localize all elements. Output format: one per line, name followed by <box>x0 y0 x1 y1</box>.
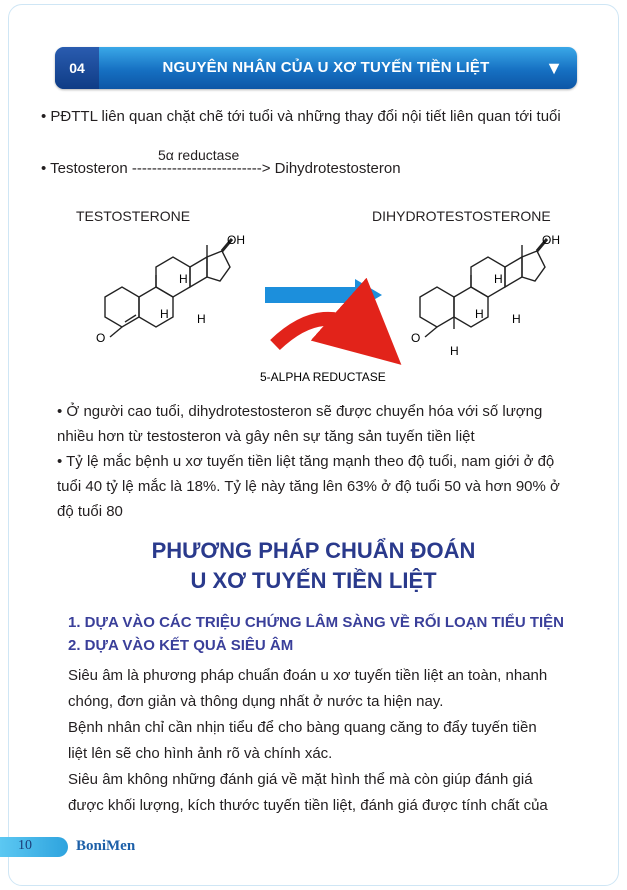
hydroxyl-label: OH <box>542 233 560 247</box>
dht-title: DIHYDROTESTOSTERONE <box>372 208 551 224</box>
hydrogen-label: H <box>512 312 521 326</box>
section-title: NGUYÊN NHÂN CỦA U XƠ TUYẾN TIỀN LIỆT <box>162 59 490 76</box>
method-item-1: 1. DỰA VÀO CÁC TRIỆU CHỨNG LÂM SÀNG VỀ RỐI LOẠN TIỂU TIỆN <box>68 614 565 631</box>
enzyme-label: 5α reductase <box>158 147 240 163</box>
testosterone-structure <box>105 239 232 337</box>
page-number-bar <box>0 837 68 857</box>
paragraph-line: Siêu âm là phương pháp chuẩn đoán u xơ tuyến tiền liệt an toàn, nhanh <box>68 667 548 684</box>
section-banner <box>55 47 577 89</box>
hydrogen-label: H <box>179 272 188 286</box>
intro-line-1: • PĐTTL liên quan chặt chẽ tới tuổi và những thay đổi nội tiết liên quan tới tuổi <box>41 108 561 125</box>
point-line: nhiều hơn từ testosteron và gây nên sự tăng sản tuyến tiền liệt <box>57 428 475 445</box>
points-block <box>57 399 597 524</box>
point-line: • Tỷ lệ mắc bệnh u xơ tuyến tiền liệt tăng mạnh theo độ tuổi, nam giới ở độ <box>57 453 555 470</box>
paragraph-line: Siêu âm không những đánh giá về mặt hình thể mà còn giúp đánh giá <box>68 771 533 788</box>
point-line: • Ở người cao tuổi, dihydrotestosteron sẽ được chuyển hóa với số lượng <box>57 403 543 420</box>
paragraph-line: liệt lên sẽ cho hình ảnh rõ và chính xác. <box>68 745 333 762</box>
hydroxyl-label: OH <box>227 233 245 247</box>
section-heading-line-2: U XƠ TUYẾN TIỀN LIỆT <box>190 568 437 593</box>
paragraph-line: Bệnh nhân chỉ cần nhịn tiểu để cho bàng quang căng to đẩy tuyến tiền <box>68 719 537 736</box>
paragraph-line: chóng, đơn giản và thông dụng nhất ở nước ta hiện nay. <box>68 693 444 710</box>
brand-logo: BoniMen <box>76 838 136 854</box>
method-item-2: 2. DỰA VÀO KẾT QUẢ SIÊU ÂM <box>68 637 294 654</box>
enzyme-name: 5-ALPHA REDUCTASE <box>260 370 386 384</box>
reaction-arrow-icon <box>265 279 382 311</box>
oxygen-label: O <box>96 331 106 345</box>
chevron-down-icon[interactable]: ▼ <box>545 58 563 78</box>
paragraph-line: được khối lượng, kích thước tuyến tiền liệt, đánh giá được tính chất của <box>68 797 548 814</box>
reaction-diagram <box>70 225 590 390</box>
hydrogen-label: H <box>197 312 206 326</box>
hydrogen-label: H <box>160 307 169 321</box>
testosterone-title: TESTOSTERONE <box>76 208 191 224</box>
hydrogen-label: H <box>450 344 459 358</box>
dht-structure <box>420 239 547 337</box>
curved-arrow-icon <box>275 319 370 345</box>
point-line: độ tuổi 80 <box>57 503 123 520</box>
oxygen-label: O <box>411 331 421 345</box>
section-number: 04 <box>55 47 99 89</box>
page-number: 10 <box>18 838 32 853</box>
hydrogen-label: H <box>475 307 484 321</box>
section-heading-line-1: PHƯƠNG PHÁP CHUẨN ĐOÁN <box>151 538 476 563</box>
point-line: tuổi 40 tỷ lệ mắc là 18%. Tỷ lệ này tăng lên 63% ở độ tuổi 50 và hơn 90% ở <box>57 478 560 495</box>
hydrogen-label: H <box>494 272 503 286</box>
intro-line-2: • Testosteron --------------------------> Dihydrotestosteron <box>41 160 401 177</box>
